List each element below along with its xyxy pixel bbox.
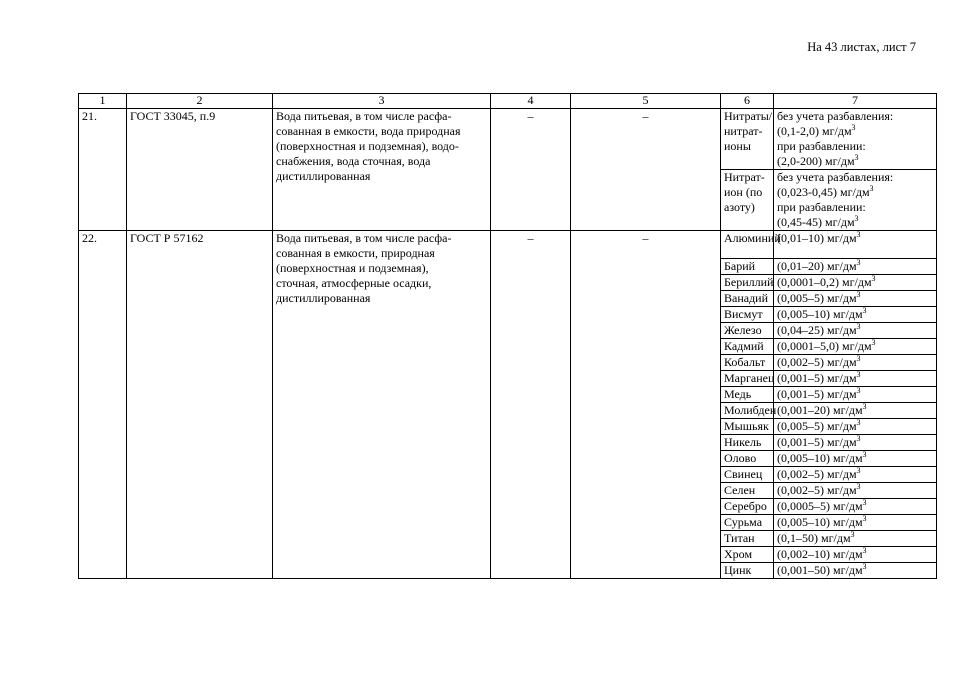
measurement-range xyxy=(774,109,937,170)
measurement-range xyxy=(774,531,937,547)
indicator-name: Кобальт xyxy=(721,355,774,371)
range-value-text: (0,001–5) мг/дм xyxy=(777,371,857,385)
range-value xyxy=(777,291,861,305)
indicator-name: Бериллий xyxy=(721,275,774,291)
gost-reference: ГОСТ 33045, п.9 xyxy=(127,109,273,231)
measurement-range xyxy=(774,259,937,275)
range-value-text: (0,001–5) мг/дм xyxy=(777,387,857,401)
range-value xyxy=(777,339,876,353)
superscript: 3 xyxy=(856,370,861,379)
range-value xyxy=(777,483,861,497)
measurement-range xyxy=(774,515,937,531)
range-line xyxy=(777,124,933,139)
measurement-range xyxy=(774,419,937,435)
column-header: 7 xyxy=(774,94,937,109)
range-line-text: (0,023-0,45) мг/дм xyxy=(777,185,870,199)
range-value-text: (0,001–20) мг/дм xyxy=(777,403,863,417)
measurement-range xyxy=(774,231,937,259)
measurement-range xyxy=(774,355,937,371)
indicator-name: Марганец xyxy=(721,371,774,387)
measurement-range xyxy=(774,323,937,339)
range-line xyxy=(777,185,933,200)
range-line xyxy=(777,200,933,215)
superscript: 3 xyxy=(862,514,867,523)
range-line xyxy=(777,109,933,124)
range-value xyxy=(777,531,855,545)
measurement-range xyxy=(774,499,937,515)
range-value xyxy=(777,403,867,417)
row-number: 22. xyxy=(79,231,127,579)
measurement-range xyxy=(774,563,937,579)
superscript: 3 xyxy=(850,530,855,539)
indicator-name: Медь xyxy=(721,387,774,403)
measurement-range xyxy=(774,170,937,231)
indicator-name: Селен xyxy=(721,483,774,499)
range-value xyxy=(777,371,861,385)
superscript: 3 xyxy=(871,274,876,283)
range-value xyxy=(777,419,861,433)
superscript: 3 xyxy=(856,466,861,475)
measurement-range xyxy=(774,275,937,291)
indicator-name: Серебро xyxy=(721,499,774,515)
indicator-name: Алюминий xyxy=(721,231,774,259)
range-value xyxy=(777,307,867,321)
range-value-text: (0,002–5) мг/дм xyxy=(777,355,857,369)
column-5-value: – xyxy=(571,109,721,231)
indicator-name: Железо xyxy=(721,323,774,339)
range-line xyxy=(777,139,933,154)
superscript: 3 xyxy=(856,322,861,331)
superscript: 3 xyxy=(856,354,861,363)
indicator-name: Висмут xyxy=(721,307,774,323)
table-row xyxy=(79,109,937,170)
column-header: 5 xyxy=(571,94,721,109)
range-value xyxy=(777,355,861,369)
measurement-range xyxy=(774,387,937,403)
range-line xyxy=(777,170,933,185)
column-header: 4 xyxy=(491,94,571,109)
measurement-range xyxy=(774,291,937,307)
test-object: Вода питьевая, в том числе расфа- сованная в емкости, природная (поверхностная и подземная), сточная, атмосферные осадки, дистиллированная xyxy=(273,231,491,579)
range-value-text: (0,01–10) мг/дм xyxy=(777,231,857,245)
indicator-name: Молибден xyxy=(721,403,774,419)
page-info: На 43 листах, лист 7 xyxy=(807,40,916,54)
range-line-text: при разбавлении: xyxy=(777,139,866,153)
superscript: 3 xyxy=(856,290,861,299)
range-value xyxy=(777,231,861,245)
range-value-text: (0,002–5) мг/дм xyxy=(777,467,857,481)
range-value-text: (0,001–50) мг/дм xyxy=(777,563,863,577)
column-number-row xyxy=(79,94,937,109)
indicator-name: Титан xyxy=(721,531,774,547)
superscript: 3 xyxy=(862,562,867,571)
range-value xyxy=(777,467,861,481)
superscript: 3 xyxy=(862,402,867,411)
indicator-name: Сурьма xyxy=(721,515,774,531)
range-line-text: при разбавлении: xyxy=(777,200,866,214)
range-value-text: (0,0001–0,2) мг/дм xyxy=(777,275,872,289)
indicator-name: Хром xyxy=(721,547,774,563)
range-value-text: (0,1–50) мг/дм xyxy=(777,531,851,545)
range-value-text: (0,01–20) мг/дм xyxy=(777,259,857,273)
range-value xyxy=(777,435,861,449)
column-header: 3 xyxy=(273,94,491,109)
superscript: 3 xyxy=(856,482,861,491)
range-value-text: (0,001–5) мг/дм xyxy=(777,435,857,449)
row-number: 21. xyxy=(79,109,127,231)
measurement-range xyxy=(774,483,937,499)
measurement-range xyxy=(774,467,937,483)
measurement-range xyxy=(774,435,937,451)
indicator-name: Барий xyxy=(721,259,774,275)
range-value xyxy=(777,515,867,529)
superscript: 3 xyxy=(856,230,861,239)
range-line-text: (2,0-200) мг/дм xyxy=(777,154,855,168)
range-line xyxy=(777,215,933,230)
range-value xyxy=(777,547,867,561)
range-line-text: без учета разбавления: xyxy=(777,109,894,123)
range-line-text: (0,45-45) мг/дм xyxy=(777,215,855,229)
column-5-value: – xyxy=(571,231,721,579)
range-value-text: (0,005–5) мг/дм xyxy=(777,419,857,433)
indicator-name: Нитрат-ион (по азоту) xyxy=(721,170,774,231)
column-header: 1 xyxy=(79,94,127,109)
superscript: 3 xyxy=(871,338,876,347)
indicator-name: Свинец xyxy=(721,467,774,483)
range-value-text: (0,002–5) мг/дм xyxy=(777,483,857,497)
table-row xyxy=(79,231,937,259)
indicator-name: Никель xyxy=(721,435,774,451)
range-value-text: (0,0001–5,0) мг/дм xyxy=(777,339,872,353)
indicator-name: Мышьяк xyxy=(721,419,774,435)
superscript: 3 xyxy=(854,153,859,162)
range-value-text: (0,002–10) мг/дм xyxy=(777,547,863,561)
superscript: 3 xyxy=(856,418,861,427)
range-value xyxy=(777,451,867,465)
column-4-value: – xyxy=(491,231,571,579)
measurement-range xyxy=(774,339,937,355)
range-value-text: (0,005–10) мг/дм xyxy=(777,451,863,465)
superscript: 3 xyxy=(856,434,861,443)
range-value xyxy=(777,323,861,337)
indicator-name: Нитраты/нитрат-ионы xyxy=(721,109,774,170)
measurement-range xyxy=(774,547,937,563)
range-value-text: (0,04–25) мг/дм xyxy=(777,323,857,337)
superscript: 3 xyxy=(862,450,867,459)
indicator-name: Ванадий xyxy=(721,291,774,307)
range-line-text: (0,1-2,0) мг/дм xyxy=(777,124,852,138)
range-line-text: без учета разбавления: xyxy=(777,170,894,184)
superscript: 3 xyxy=(862,306,867,315)
measurement-range xyxy=(774,371,937,387)
measurement-range xyxy=(774,307,937,323)
superscript: 3 xyxy=(862,498,867,507)
range-value-text: (0,005–10) мг/дм xyxy=(777,515,863,529)
superscript: 3 xyxy=(869,184,874,193)
superscript: 3 xyxy=(856,386,861,395)
indicator-name: Цинк xyxy=(721,563,774,579)
range-value-text: (0,0005–5) мг/дм xyxy=(777,499,863,513)
superscript: 3 xyxy=(851,123,856,132)
measurement-range xyxy=(774,403,937,419)
gost-reference: ГОСТ Р 57162 xyxy=(127,231,273,579)
column-4-value: – xyxy=(491,109,571,231)
test-object: Вода питьевая, в том числе расфа- сованная в емкости, вода природная (поверхностная и подземная), водо- снабжения, вода сточная, вода дистиллированная xyxy=(273,109,491,231)
range-value xyxy=(777,259,861,273)
measurement-range xyxy=(774,451,937,467)
indicator-name: Кадмий xyxy=(721,339,774,355)
range-value xyxy=(777,563,867,577)
accreditation-table xyxy=(78,93,937,579)
range-line xyxy=(777,154,933,169)
range-value-text: (0,005–10) мг/дм xyxy=(777,307,863,321)
superscript: 3 xyxy=(856,258,861,267)
range-value xyxy=(777,499,867,513)
range-value xyxy=(777,387,861,401)
column-header: 6 xyxy=(721,94,774,109)
range-value xyxy=(777,275,876,289)
superscript: 3 xyxy=(854,214,859,223)
column-header: 2 xyxy=(127,94,273,109)
range-value-text: (0,005–5) мг/дм xyxy=(777,291,857,305)
indicator-name: Олово xyxy=(721,451,774,467)
superscript: 3 xyxy=(862,546,867,555)
